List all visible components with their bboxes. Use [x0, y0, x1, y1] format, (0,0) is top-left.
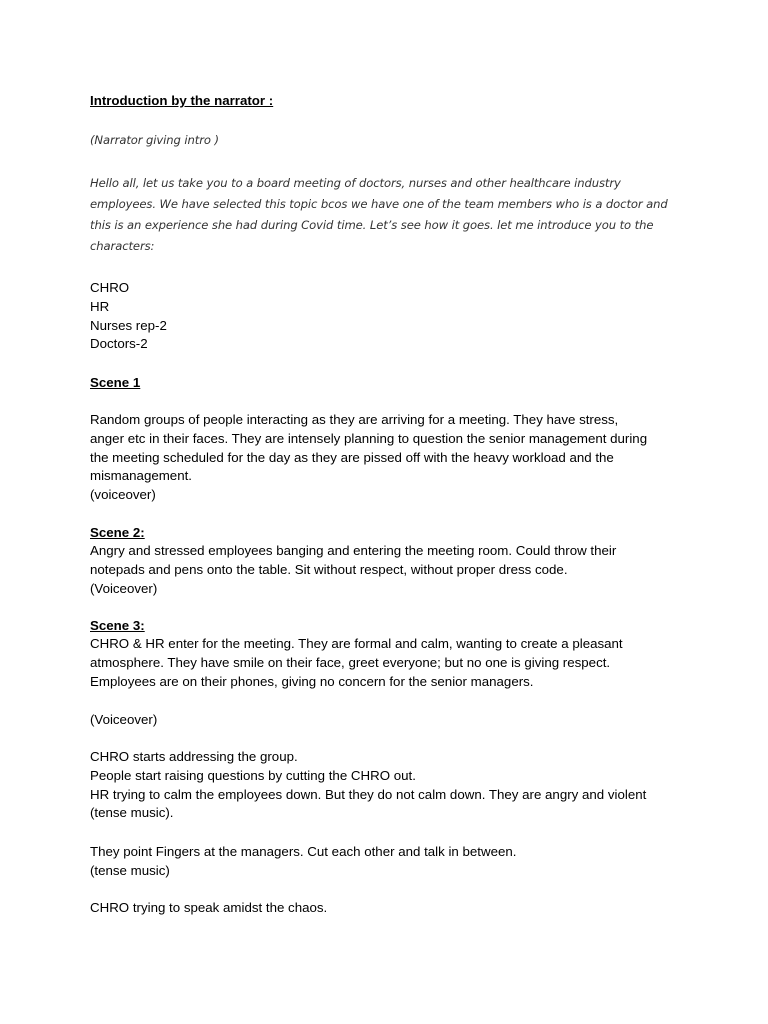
- character-item: Doctors-2: [90, 336, 148, 352]
- scene-3-line: CHRO & HR enter for the meeting. They are formal and calm, wanting to create a pleasant: [90, 636, 623, 651]
- narration-line: Hello all, let us take you to a board meeting of doctors, nurses and other healthcare industry: [90, 176, 621, 190]
- scene-3-addressing: [90, 748, 680, 823]
- scene-3-body: [90, 635, 680, 691]
- scene-1-line: (voiceover): [90, 487, 156, 503]
- scene-1-line: the meeting scheduled for the day as they are pissed off with the heavy workload and the: [90, 449, 614, 465]
- scene-3-heading: Scene 3:: [90, 618, 145, 633]
- scene-3-line: atmosphere. They have smile on their face, greet everyone; but no one is giving respect.: [90, 654, 611, 670]
- scene-2-line: (Voiceover): [90, 580, 158, 596]
- scene-1-body: [90, 411, 680, 505]
- intro-heading: Introduction by the narrator :: [90, 93, 274, 108]
- narrator-intro-paragraph: [90, 173, 680, 257]
- scene-3-line: HR trying to calm the employees down. But they do not calm down. They are angry and violent: [90, 786, 647, 802]
- narration-line: employees. We have selected this topic bcos we have one of the team members who is a doctor and: [90, 197, 668, 211]
- narrator-stage-direction: (Narrator giving intro ): [90, 133, 219, 147]
- scene-3-line: Employees are on their phones, giving no concern for the senior managers.: [90, 673, 534, 689]
- scene-3-line: CHRO starts addressing the group.: [90, 749, 298, 764]
- scene-2-line: notepads and pens onto the table. Sit without respect, without proper dress code.: [90, 561, 568, 577]
- scene-1-heading: Scene 1: [90, 375, 141, 390]
- scene-3-line: They point Fingers at the managers. Cut each other and talk in between.: [90, 844, 517, 859]
- character-item: HR: [90, 298, 110, 314]
- scene-3-fingers: [90, 843, 680, 881]
- narration-line: characters:: [90, 239, 155, 253]
- scene-1-line: mismanagement.: [90, 468, 192, 484]
- scene-3-line: (tense music).: [90, 805, 174, 821]
- scene-1-line: Random groups of people interacting as they are arriving for a meeting. They have stress,: [90, 412, 619, 427]
- scene-2-body: [90, 542, 680, 598]
- character-item: Nurses rep-2: [90, 317, 167, 333]
- character-list: [90, 279, 680, 354]
- narration-line: this is an experience she had during Covid time. Let’s see how it goes. let me introduce you to the: [90, 218, 654, 232]
- scene-3-line: (tense music): [90, 862, 170, 878]
- scene-2-heading: Scene 2:: [90, 525, 145, 540]
- scene-1-line: anger etc in their faces. They are intensely planning to question the senior management during: [90, 430, 648, 446]
- scene-2-line: Angry and stressed employees banging and entering the meeting room. Could throw their: [90, 543, 617, 558]
- scene-3-chaos: CHRO trying to speak amidst the chaos.: [90, 900, 328, 915]
- scene-3-line: People start raising questions by cutting the CHRO out.: [90, 767, 416, 783]
- scene-3-voiceover: (Voiceover): [90, 712, 158, 727]
- character-item: CHRO: [90, 280, 130, 295]
